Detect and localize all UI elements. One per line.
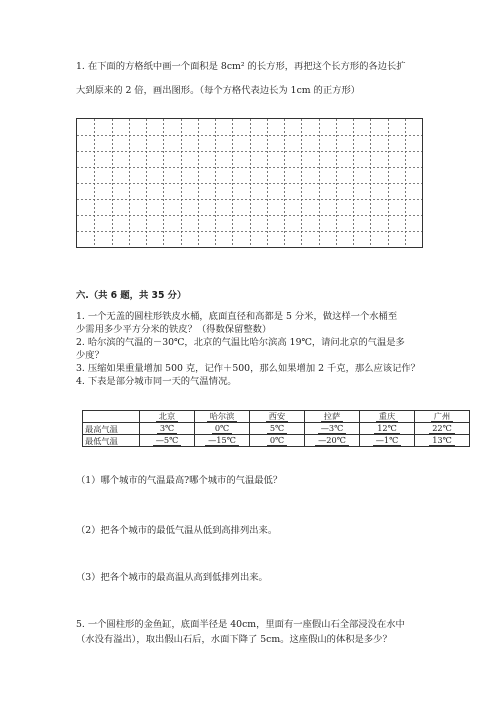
high-temp-cell: 0℃ <box>195 423 250 435</box>
high-temp-cell: 3℃ <box>140 423 195 435</box>
low-temp-cell: 0℃ <box>250 435 305 447</box>
problem-5-line-1: 5. 一个圆柱形的金鱼缸，底面半径是 40cm，里面有一座假山石全部浸没在水中 <box>76 619 405 630</box>
city-header: 拉萨 <box>305 411 360 423</box>
problem-2-line-1: 2. 哈尔滨的气温的－30℃，北京的气温比哈尔滨高 19℃，请问北京的气温是多 <box>76 337 405 348</box>
weather-table <box>82 410 470 447</box>
city-header: 重庆 <box>360 411 415 423</box>
row-label-low: 最低气温 <box>83 435 140 447</box>
high-temp-cell: 5℃ <box>250 423 305 435</box>
high-temp-cell: 22℃ <box>415 423 470 435</box>
table-corner-cell <box>83 411 140 423</box>
question-1-line-1: 1. 在下面的方格纸中画一个面积是 8cm² 的长方形，再把这个长方形的各边长扩 <box>76 61 406 72</box>
problem-3: 3. 压缩如果重量增加 500 克，记作＋500，那么如果增加 2 千克，那么应该记作？ <box>76 363 420 374</box>
grid-lines <box>77 119 422 247</box>
table-row-low <box>83 435 470 447</box>
subquestion-1: （1）哪个城市的气温最高?哪个城市的气温最低？ <box>76 475 283 486</box>
high-temp-cell: —3℃ <box>305 423 360 435</box>
low-temp-cell: —20℃ <box>305 435 360 447</box>
low-temp-cell: —5℃ <box>140 435 195 447</box>
low-temp-cell: —1℃ <box>360 435 415 447</box>
graph-paper-grid[interactable] <box>76 118 423 248</box>
problem-4: 4. 下表是部分城市同一天的气温情况。 <box>76 376 237 387</box>
table-row-high <box>83 423 470 435</box>
high-temp-cell: 12℃ <box>360 423 415 435</box>
question-1-line-2: 大到原来的 2 倍，画出图形。（每个方格代表边长为 1cm 的正方形） <box>76 85 361 96</box>
problem-2-line-2: 少度？ <box>76 350 104 361</box>
low-temp-cell: —15℃ <box>195 435 250 447</box>
city-header: 哈尔滨 <box>195 411 250 423</box>
subquestion-2: （2）把各个城市的最低气温从低到高排列出来。 <box>76 525 278 536</box>
city-header: 广州 <box>415 411 470 423</box>
problem-5-line-2: （水没有溢出），取出假山石后，水面下降了 5cm。这座假山的体积是多少？ <box>76 634 392 645</box>
subquestion-3: （3）把各个城市的最高温从高到低排列出来。 <box>76 572 268 583</box>
table-header-row <box>83 411 470 423</box>
city-header: 西安 <box>250 411 305 423</box>
problem-1-line-2: 少需用多少平方分米的铁皮？（得数保留整数） <box>76 324 272 335</box>
city-header: 北京 <box>140 411 195 423</box>
low-temp-cell: 13℃ <box>415 435 470 447</box>
section-title: 六.（共 6 题，共 35 分） <box>76 290 187 301</box>
problem-1-line-1: 1. 一个无盖的圆柱形铁皮水桶，底面直径和高都是 5 分米，做这样一个水桶至 <box>76 311 398 322</box>
row-label-high: 最高气温 <box>83 423 140 435</box>
